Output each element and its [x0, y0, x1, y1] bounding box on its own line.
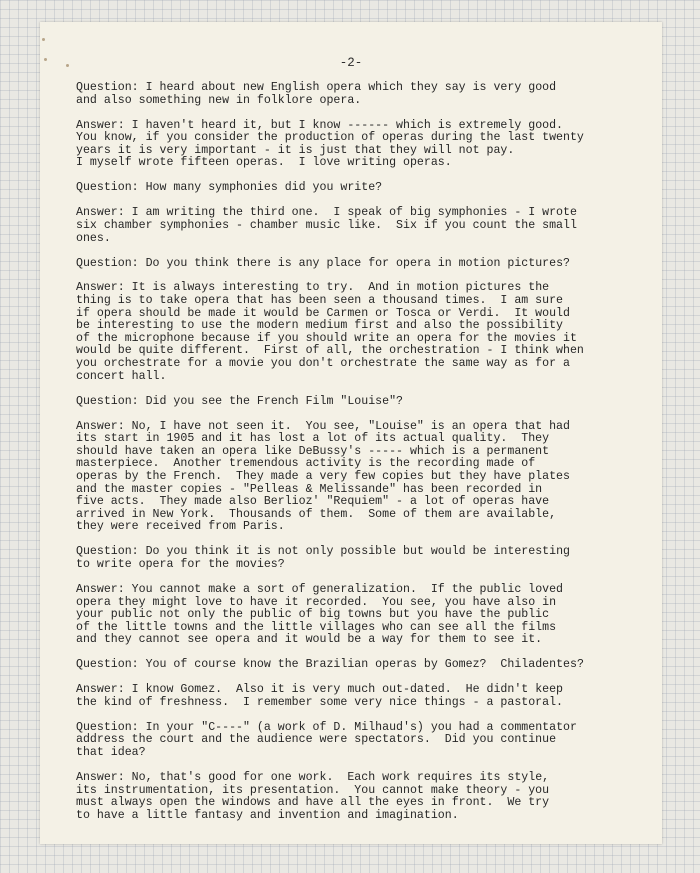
- block-label: Question:: [76, 658, 139, 672]
- block-text: No, I have not seen it. You see, "Louise" is an opera that had its start in 1905 and it has lost a lot of its actual quality. They should have taken an opera like DeBussy's ----- which is a permanent masterpiece. Another tremendous activity is the recording made of operas by the French. They made a very few copies but they have plates and the master copies - "Pelleas & Melissande" has been recorded in five acts. They made also Berlioz' "Requiem" - a lot of operas have arrived in New York. Thousands of them. Some of them are available, they were received from Paris.: [76, 419, 570, 534]
- block-label: Answer:: [76, 206, 125, 220]
- block-text: In your "C----" (a work of D. Milhaud's) you had a commentator address the court and the audience were spectators. Did you continue that idea?: [76, 720, 577, 760]
- question-block: [76, 258, 648, 271]
- answer-block: [76, 207, 648, 245]
- block-label: Answer:: [76, 419, 125, 433]
- answer-block: [76, 421, 648, 534]
- block-text: Do you think there is any place for opera in motion pictures?: [138, 256, 570, 270]
- block-label: Question:: [76, 81, 139, 94]
- page-number: -2-: [339, 56, 363, 70]
- block-text: It is always interesting to try. And in motion pictures the thing is to take opera that has been seen a thousand times. I am sure if opera should be made it would be Carmen or Tosca or Verdi. It would be interesting to use the modern medium first and also the possibility of the microphone because if you should write an opera for the movies it would be quite different. First of all, the orchestration - I think when you orchestrate for a movie you don't orchestrate the same way as for a concert hall.: [76, 281, 584, 383]
- answer-block: [76, 120, 648, 170]
- block-text: How many symphonies did you write?: [138, 181, 383, 195]
- answer-block: [76, 282, 648, 383]
- block-text: You cannot make a sort of generalization. If the public loved opera they might love to have it recorded. You see, you have also in your public not only the public of big towns but you have the public of the little towns and the little villages who can see all the films and they cannot see opera and it would be a way for them to see it.: [76, 582, 564, 647]
- block-text: I know Gomez. Also it is very much out-dated. He didn't keep the kind of freshness. I remember some very nice things - a pastoral.: [76, 683, 564, 709]
- question-block: [76, 722, 648, 760]
- block-text: No, that's good for one work. Each work requires its style, its instrumentation, its presentation. You cannot make theory - you must always open the windows and have all the eyes in front. We try to have a little fantasy and invention and imagination.: [76, 771, 550, 822]
- block-label: Question:: [76, 545, 139, 559]
- answer-block: [76, 584, 648, 647]
- question-block: [76, 396, 648, 409]
- block-label: Answer:: [76, 582, 125, 596]
- block-label: Question:: [76, 181, 139, 195]
- block-text: You of course know the Brazilian operas by Gomez? Chiladentes?: [138, 658, 584, 672]
- block-label: Answer:: [76, 771, 125, 785]
- block-label: Answer:: [76, 118, 125, 132]
- block-label: Answer:: [76, 683, 125, 697]
- block-text: I heard about new English opera which they say is very good and also something new in folklore opera.: [76, 81, 557, 107]
- block-label: Question:: [76, 720, 139, 734]
- block-text: I am writing the third one. I speak of big symphonies - I wrote six chamber symphonies - chamber music like. Six if you count the small ones.: [76, 206, 577, 245]
- block-text: Did you see the French Film "Louise"?: [138, 394, 404, 408]
- question-block: [76, 546, 648, 571]
- answer-block: [76, 772, 648, 822]
- block-label: Answer:: [76, 281, 125, 295]
- question-block: [76, 659, 648, 672]
- typed-page: [40, 22, 662, 844]
- paper-mark: [42, 38, 45, 41]
- block-text: I haven't heard it, but I know ------ which is extremely good. You know, if you consider the production of operas during the last twenty years it is very important - it is just that they will not pay. I myself wrote fifteen operas. I love writing operas.: [76, 118, 584, 170]
- block-text: Do you think it is not only possible but would be interesting to write opera for the movies?: [76, 545, 570, 571]
- block-label: Question:: [76, 256, 139, 270]
- question-block: [76, 82, 648, 107]
- question-block: [76, 182, 648, 195]
- block-label: Question:: [76, 394, 139, 408]
- answer-block: [76, 684, 648, 709]
- transcript-body: [76, 82, 648, 835]
